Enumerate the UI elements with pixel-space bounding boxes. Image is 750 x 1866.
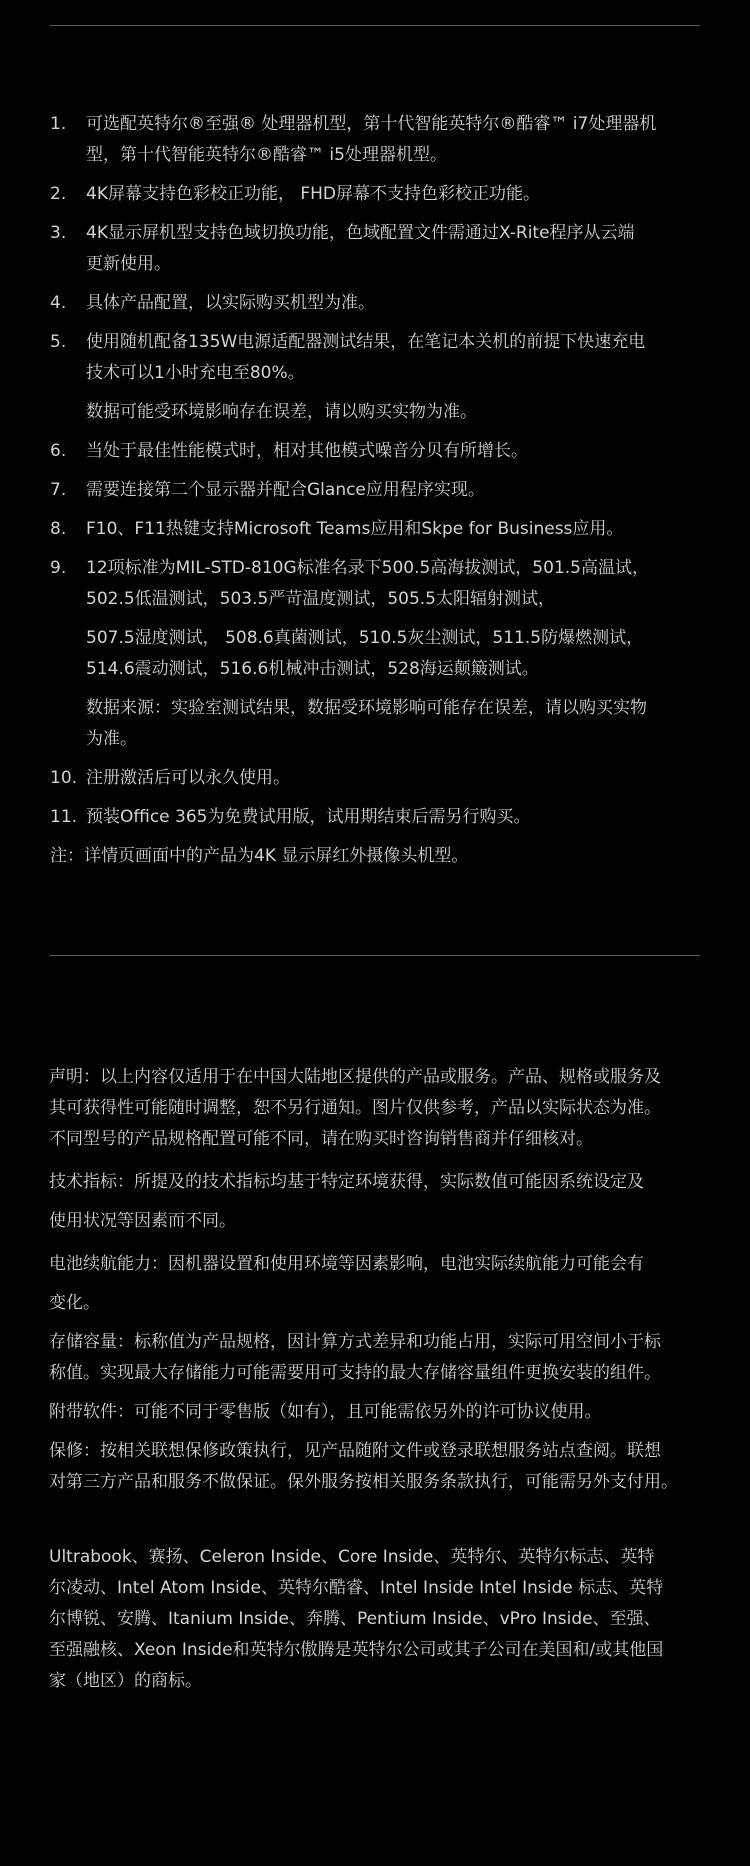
storage-paragraph: 存储容量：标称值为产品规格，因计算方式差异和功能占用，实际可用空间小于标 称值。实现最大存储能力可能需要用可支持的最大存储容量组件更换安装的组件。 (49, 1332, 661, 1383)
note-text: 12项标准为MIL-STD-810G标准名录下500.5高海拔测试，501.5高温试， 502.5低温测试，503.5严苛温度测试，505.5太阳辐射测试， (86, 558, 649, 609)
note-item-2 (50, 179, 700, 210)
legal-disclaimer (49, 1062, 701, 1506)
note-item-6 (50, 436, 700, 467)
note-number: 4. (50, 293, 67, 313)
note-number: 8. (50, 519, 67, 539)
battery-paragraph: 电池续航能力：因机器设置和使用环境等因素影响，电池实际续航能力可能会有 变化。 (49, 1254, 644, 1313)
note-number: 2. (50, 184, 67, 204)
note-number: 11. (50, 807, 78, 827)
note-item-1 (50, 109, 700, 171)
note-9-subnote-tests: 507.5湿度测试， 508.6真菌测试，510.5灰尘测试，511.5防爆燃测试， 514.6震动测试，516.6机械冲击测试，528海运颠簸测试。 (86, 628, 644, 679)
note-text: F10、F11热键支持Microsoft Teams应用和Skpe for Business应用。 (86, 519, 624, 539)
note-item-8 (50, 514, 700, 545)
note-9-subnote-source: 数据来源：实验室测试结果，数据受环境影响可能存在误差，请以购买实物 为准。 (86, 698, 647, 749)
note-item-5 (50, 327, 700, 389)
note-text: 当处于最佳性能模式时，相对其他模式噪音分贝有所增长。 (86, 441, 528, 461)
note-number: 1. (50, 114, 67, 134)
note-text: 需要连接第二个显示器并配合Glance应用程序实现。 (86, 480, 485, 500)
image-footnote: 注：详情页画面中的产品为4K 显示屏红外摄像头机型。 (50, 846, 469, 866)
warranty-paragraph: 保修：按相关联想保修政策执行，见产品随附文件或登录联想服务站点查阅。联想 对第三方产品和服务不做保证。保外服务按相关服务条款执行，可能需另外支付用。 (49, 1441, 678, 1492)
note-number: 10. (50, 768, 78, 788)
note-5-subnote: 数据可能受环境影响存在误差，请以购买实物为准。 (86, 402, 477, 422)
note-text: 使用随机配备135W电源适配器测试结果，在笔记本关机的前提下快速充电 技术可以1小时充电至80%。 (86, 332, 646, 383)
note-item-4 (50, 288, 700, 319)
note-text: 可选配英特尔®至强® 处理器机型，第十代智能英特尔®酷睿™ i7处理器机 型，第十代智能英特尔®酷睿™ i5处理器机型。 (86, 114, 657, 165)
note-item-11 (50, 802, 700, 833)
note-number: 6. (50, 441, 67, 461)
note-text: 具体产品配置，以实际购买机型为准。 (86, 293, 375, 313)
top-divider (50, 25, 700, 26)
note-text: 注册激活后可以永久使用。 (86, 768, 290, 788)
tech-spec-paragraph: 技术指标：所提及的技术指标均基于特定环境获得，实际数值可能因系统设定及 使用状况等因素而不同。 (49, 1172, 644, 1231)
note-text: 4K显示屏机型支持色域切换功能，色域配置文件需通过X-Rite程序从云端 更新使用。 (86, 223, 635, 274)
note-item-9 (50, 553, 700, 615)
statement-paragraph: 声明：以上内容仅适用于在中国大陆地区提供的产品或服务。产品、规格或服务及 其可获得性可能随时调整，恕不另行通知。图片仅供参考，产品以实际状态为准。 不同型号的产品规格配置可能不同，请在购买时咨询销售商并仔细核对。 (49, 1067, 661, 1149)
note-number: 7. (50, 480, 67, 500)
note-number: 3. (50, 223, 67, 243)
note-text: 预装Office 365为免费试用版，试用期结束后需另行购买。 (86, 807, 531, 827)
trademark-notice: Ultrabook、赛扬、Celeron Inside、Core Inside、英特尔、英特尔标志、英特 尔凌动、Intel Atom Inside、英特尔酷睿、Intel Inside Intel Inside 标志、英特 尔博锐、安腾、Itanium Inside、奔腾、Pentium Inside、vPro Inside、至强、 至强融核、Xeon Inside和英特尔傲腾是英特尔公司或其子公司在美国和/或其他国 家（地区）的商标。 (49, 1547, 664, 1691)
note-item-7 (50, 475, 700, 506)
software-paragraph: 附带软件：可能不同于零售版（如有），且可能需依另外的许可协议使用。 (49, 1402, 602, 1422)
middle-divider (50, 955, 700, 956)
note-item-3 (50, 218, 700, 280)
note-number: 5. (50, 332, 67, 352)
note-item-10 (50, 763, 700, 794)
product-notes-list (50, 109, 700, 880)
note-number: 9. (50, 558, 67, 578)
note-text: 4K屏幕支持色彩校正功能， FHD屏幕不支持色彩校正功能。 (86, 184, 541, 204)
